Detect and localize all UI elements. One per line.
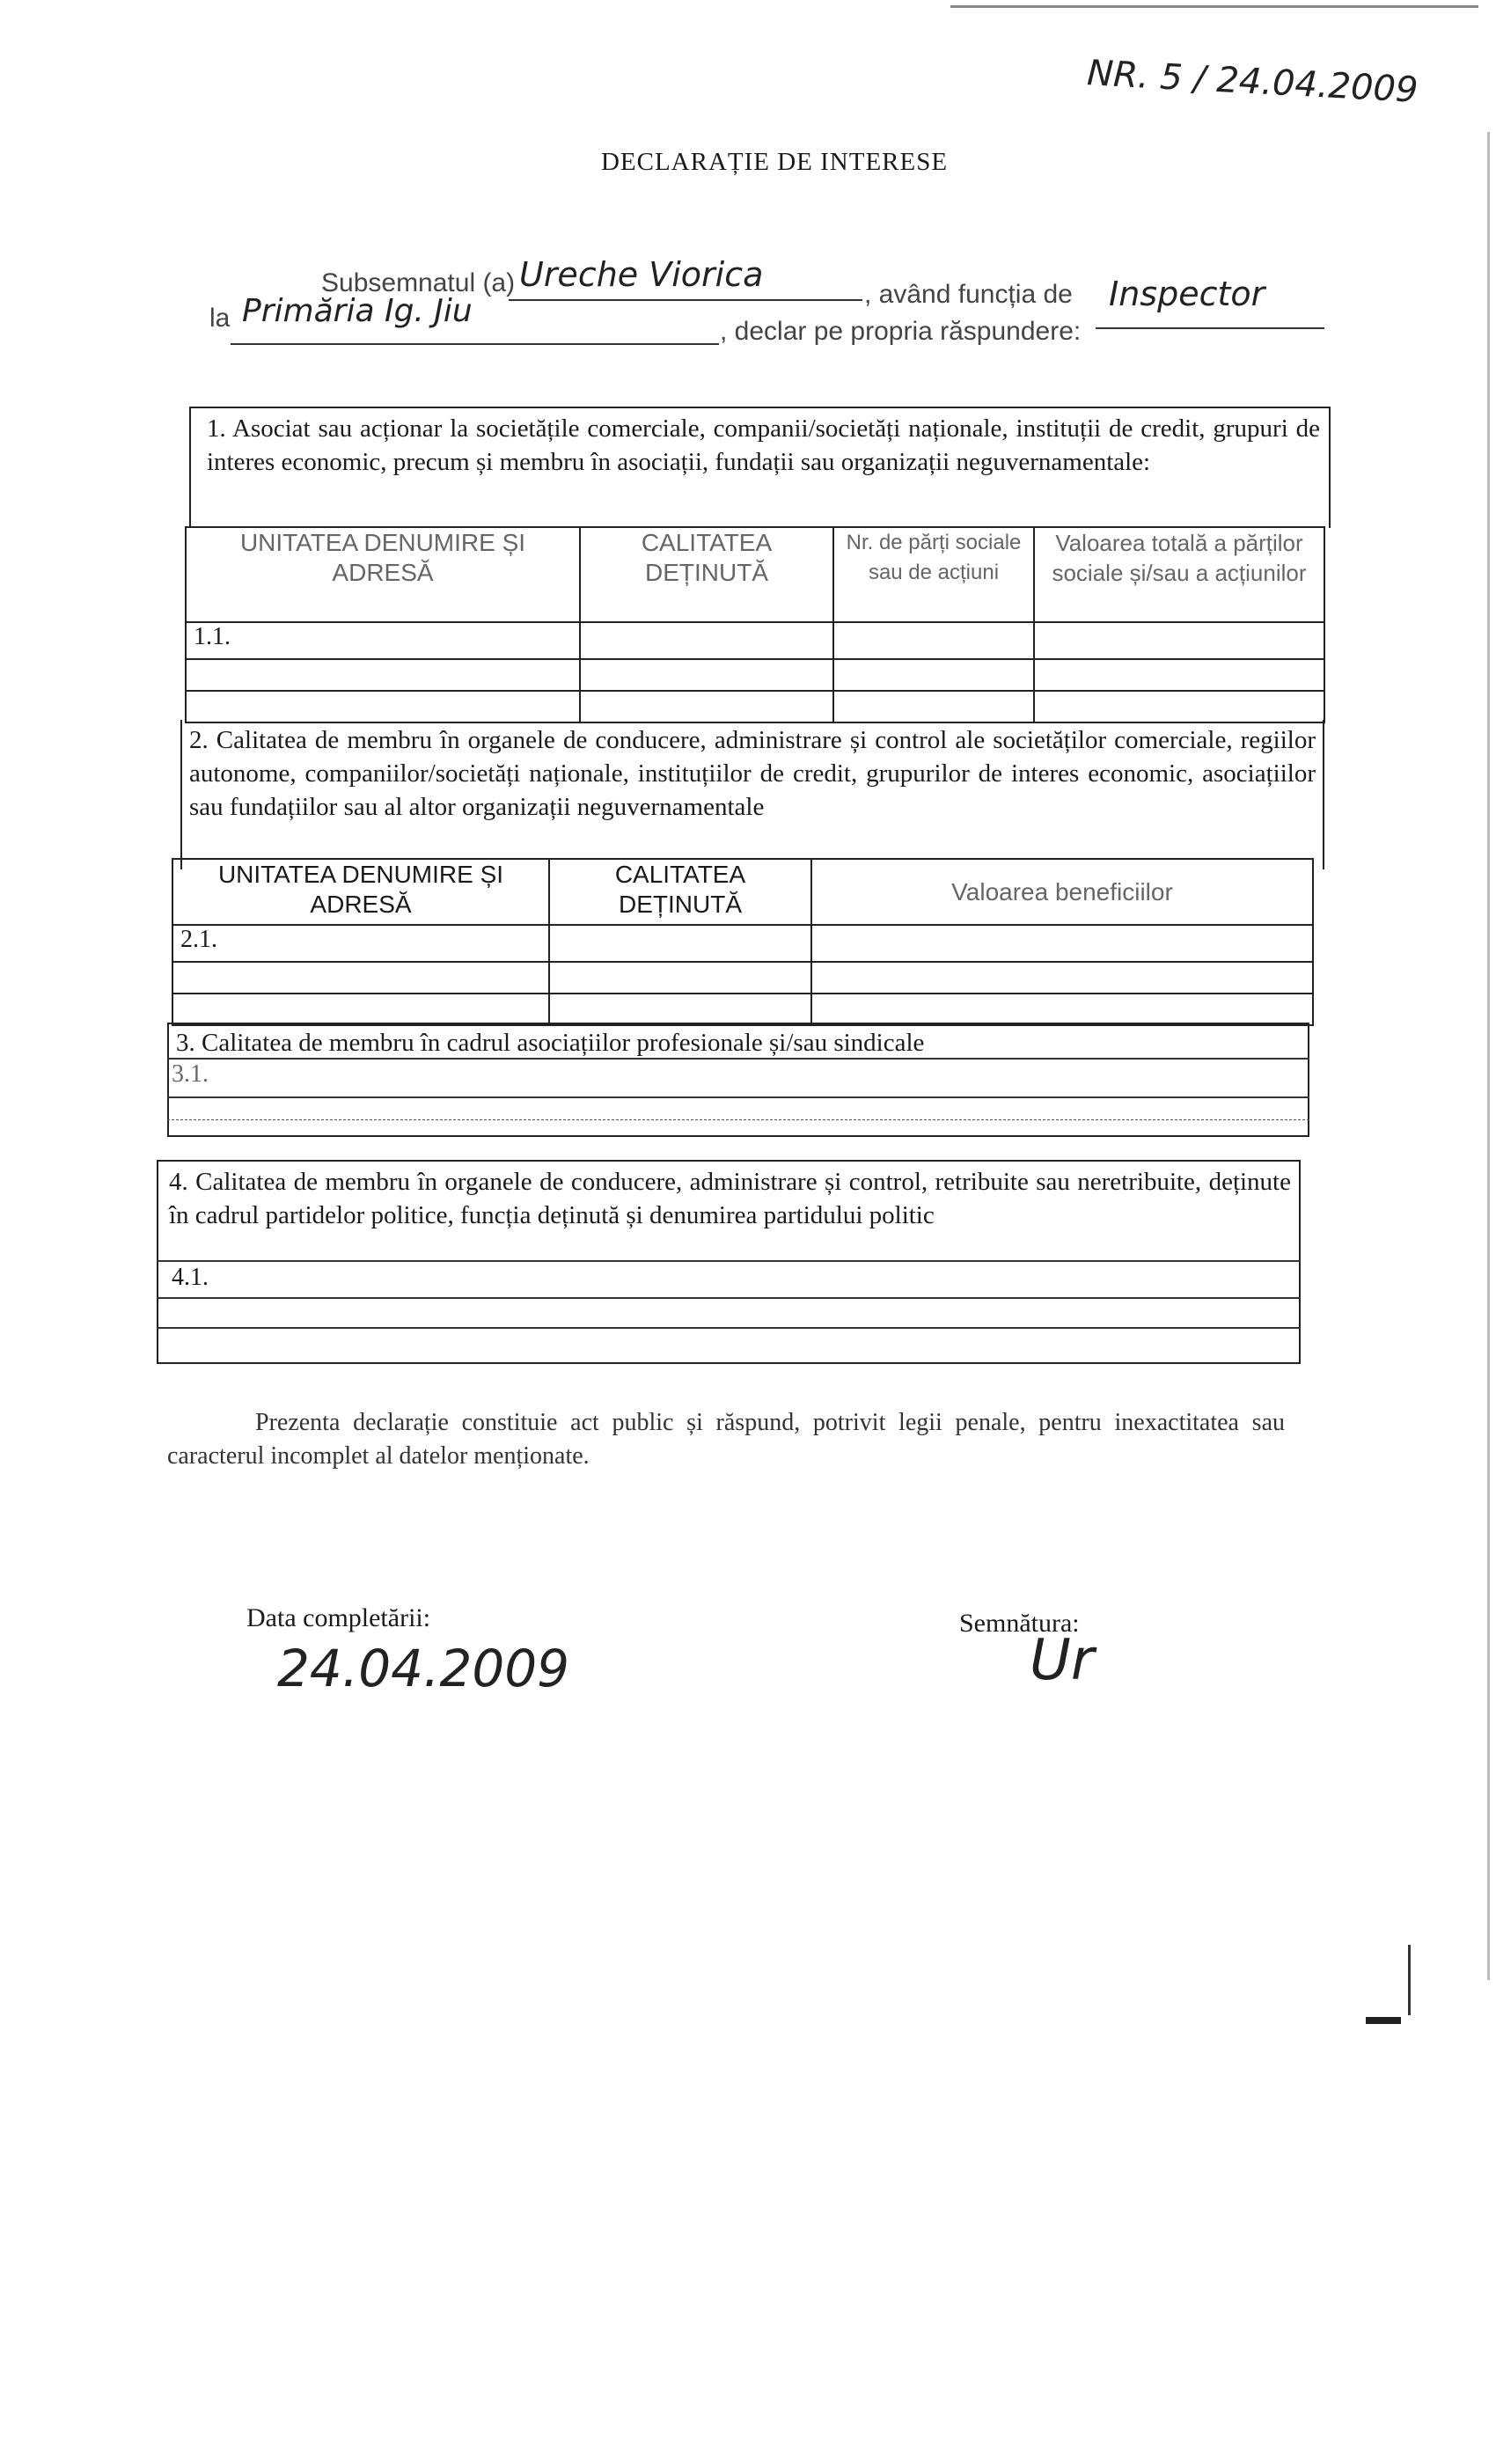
- s1-header-nr-parti: [833, 527, 1034, 622]
- s1-cell: [186, 691, 580, 722]
- s4-rule: [157, 1327, 1301, 1329]
- s1-row-label-text: 1.1.: [194, 623, 231, 650]
- s1-header-calitatea: [580, 527, 833, 622]
- section-3-text: 3. Calitatea de membru în cadrul asociațiilor profesionale și/sau sindicale: [176, 1029, 925, 1057]
- scan-artifact: [1366, 2017, 1401, 2024]
- s1-cell: [580, 691, 833, 722]
- scan-artifact: [1487, 132, 1490, 1980]
- s2-header-unitatea-text: UNITATEA DENUMIRE ȘI ADRESĂ: [217, 861, 504, 918]
- s3-rule: [167, 1096, 1309, 1098]
- section-2-table: [172, 858, 1314, 1026]
- s1-cell: [833, 659, 1034, 691]
- section-1-text: 1. Asociat sau acționar la societățile comerciale, companii/societăți naționale, instituții de credit, grupuri de interes economic, precum și membru în asociații, fundații sau organizații neguvernamentale:: [207, 414, 1320, 476]
- s2-cell: [811, 994, 1313, 1025]
- s1-cell: [580, 659, 833, 691]
- s2-row-label: [172, 925, 549, 962]
- s3-rule: [167, 1119, 1309, 1120]
- la-label: la: [209, 304, 231, 333]
- signature-handwritten: Ur: [1030, 1628, 1095, 1693]
- s2-cell: [549, 962, 811, 994]
- s2-cell: [172, 962, 549, 994]
- s1-row-label: [186, 622, 580, 659]
- s1-cell: [833, 622, 1034, 659]
- s1-cell: [580, 622, 833, 659]
- s3-rule: [167, 1058, 1309, 1060]
- s1-header-valoarea-text: Valoarea totală a părților sociale și/sau a acțiunilor: [1052, 530, 1307, 586]
- s1-cell: [833, 691, 1034, 722]
- s1-header-valoarea: [1034, 527, 1324, 622]
- s4-rule: [157, 1297, 1301, 1299]
- s1-cell: [1034, 691, 1324, 722]
- s1-header-nr-parti-text: Nr. de părți sociale sau de acțiuni: [846, 531, 1022, 584]
- section-4-text: 4. Calitatea de membru în organele de conducere, administrare și control, retribuite sau neretribuite, deținute în cadrul partidelor politice, funcția deținută și denumirea partidului politic: [169, 1168, 1291, 1229]
- name-underline: [509, 299, 862, 301]
- date-handwritten: 24.04.2009: [277, 1639, 570, 1698]
- function-underline: [1096, 327, 1324, 329]
- institution-underline: [231, 343, 719, 345]
- scan-artifact: [1408, 1945, 1411, 2015]
- name-handwritten: Ureche Viorica: [519, 255, 764, 294]
- s2-header-unitatea: [172, 859, 549, 925]
- s3-row-label: 3.1.: [172, 1060, 209, 1088]
- s2-cell: [549, 925, 811, 962]
- institution-handwritten: Primăria Ig. Jiu: [242, 293, 473, 329]
- s2-cell: [811, 962, 1313, 994]
- function-label: , având funcția de: [864, 280, 1073, 309]
- s1-header-unitatea-text: UNITATEA DENUMIRE ȘI ADRESĂ: [239, 529, 526, 586]
- scan-artifact: [950, 5, 1478, 8]
- declar-label: , declar pe propria răspundere:: [720, 317, 1082, 346]
- s1-header-unitatea: [186, 527, 580, 622]
- s4-row-label: 4.1.: [172, 1264, 209, 1291]
- registration-number: NR. 5 / 24.04.2009: [1086, 53, 1419, 111]
- s2-header-valoarea: [811, 859, 1313, 925]
- s2-header-calitatea: [549, 859, 811, 925]
- s2-cell: [172, 994, 549, 1025]
- s2-header-valoarea-text: Valoarea beneficiilor: [951, 877, 1173, 906]
- subsemnatul-label: Subsemnatul (a): [321, 268, 516, 297]
- s1-cell: [1034, 659, 1324, 691]
- s1-cell: [1034, 622, 1324, 659]
- function-handwritten: Inspector: [1109, 275, 1265, 313]
- s1-cell: [186, 659, 580, 691]
- section-2-text: 2. Calitatea de membru în organele de conducere, administrare și control ale societăților comerciale, regiilor autonome, companiilor/societăți naționale, instituțiilor de credit, grupurilor de interes economic, asociațiilor sau fundațiilor sau al altor organizații neguvernamentale: [189, 726, 1316, 821]
- section-1-table: [185, 526, 1325, 723]
- s2-cell: [549, 994, 811, 1025]
- page-title: DECLARAȚIE DE INTERESE: [600, 148, 949, 176]
- s1-header-calitatea-text: CALITATEA DEȚINUTĂ: [641, 529, 773, 586]
- s2-header-calitatea-text: CALITATEA DEȚINUTĂ: [614, 861, 746, 918]
- footer-statement: Prezenta declarație constituie act public și răspund, potrivit legii penale, pentru inexactitatea sau caracterul incomplet al datelor menționate.: [167, 1409, 1285, 1470]
- date-label: Data completării:: [246, 1603, 431, 1632]
- s2-cell: [811, 925, 1313, 962]
- s2-row-label-text: 2.1.: [180, 926, 217, 953]
- s4-rule: [157, 1260, 1301, 1262]
- signature-label: Semnătura:: [959, 1609, 1080, 1638]
